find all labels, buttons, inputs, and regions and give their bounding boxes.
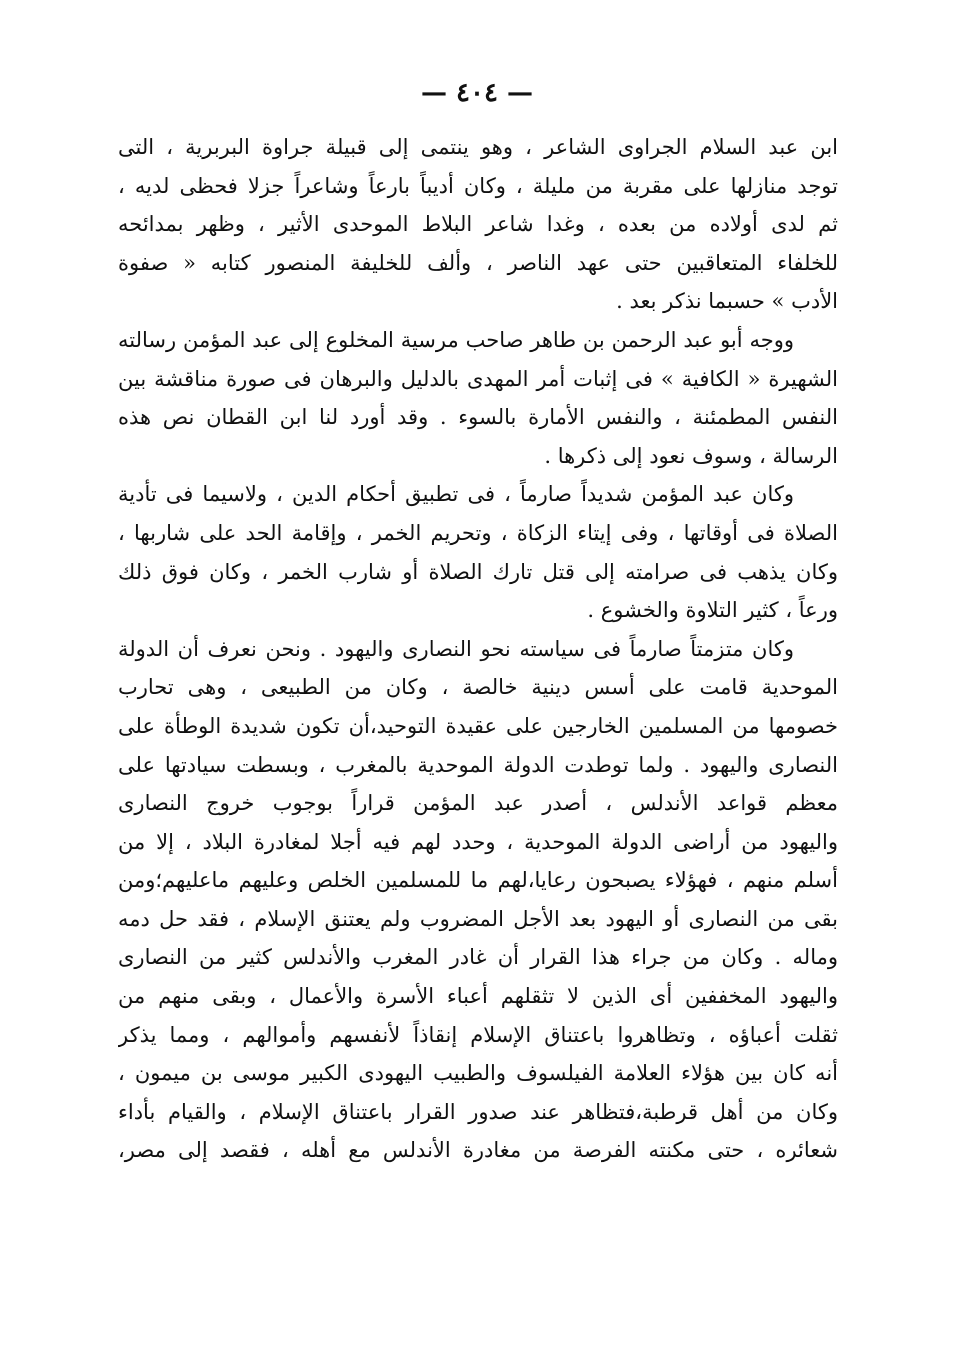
text-line: وماله . وكان من جراء هذا القرار أن غادر المغرب والأندلس كثير من النصارى [118,945,838,970]
text-line: الأدب » حسبما نذكر بعد . [616,289,838,314]
text-line: للخلفاء المتعاقبين حتى عهد الناصر ، وألف للخليفة المنصور كتابه « صفوة [118,250,838,275]
text-line: وكان من أهل قرطبة،فتظاهر عند صدور القرار باعتناق الإسلام ، والقيام بأداء [118,1099,838,1124]
text-line: واليهود المخففين أى الذين لا تثقلهم أعباء الأسرة والأعمال ، وبقى منهم من [118,984,838,1009]
page-number: — ٤٠٤ — [420,78,534,108]
paragraph-4 [118,630,838,1170]
text-line: الصلاة فى أوقاتها ، وفى إيتاء الزكاة ، وتحريم الخمر ، وإقامة الحد على شاربها ، [118,520,838,545]
text-line: وكان عبد المؤمن شديداً صارماً ، فى تطبيق أحكام الدين ، ولاسيما فى تأدية [118,482,794,507]
text-line: ابن عبد السلام الجراوى الشاعر ، وهو ينتمى إلى قبيلة جراوة البربرية ، التى [118,135,838,159]
paragraph-2 [118,321,838,475]
text-line: ثقلت أعباؤه ، وتظاهروا باعتناق الإسلام إنقاذاً لأنفسهم وأموالهم ، ومما يذكر [118,1022,838,1047]
text-line: الموحدية قامت على أسس دينية خالصة ، وكان من الطبيعى ، وهى تحارب [118,675,838,700]
text-line: الشهيرة « الكافية » فى إثبات أمر المهدى بالدليل والبرهان فى صورة مناقشة بين [118,366,838,391]
text-line: توجد منازلها على مقربة من مليلة ، وكان أديباً بارعاً وشاعراً جزلا فحظى لديه ، [118,173,838,198]
text-line: الرسالة ، وسوف نعود إلى ذكرها . [544,443,838,468]
text-line: ووجه أبو عبد الرحمن بن طاهر صاحب مرسية المخلوع إلى عبد المؤمن رسالته [118,327,794,352]
body-text [118,128,838,1170]
paragraph-3 [118,475,838,629]
text-line: خصومها من المسلمين الخارجين على عقيدة التوحيد،أن تكون شديدة الوطأة على [118,713,838,738]
text-line: معظم قواعد الأندلس ، أصدر عبد المؤمن قراراً بوجوب خروج النصارى [118,791,838,816]
text-line: وكان يذهب فى صرامته إلى قتل تارك الصلاة أو شارب الخمر ، وكان فوق ذلك [118,559,838,584]
text-line: أسلم منهم ، فهؤلاء يصبحون رعايا،لهم ما للمسلمين الخلص وعليهم ماعليهم؛ومن [118,868,838,893]
text-line: النفس المطمئنة ، والنفس الأمارة بالسوء . وقد أورد لنا ابن القطان نص هذه [118,405,838,430]
text-line: أنه كان بين هؤلاء العلامة الفيلسوف والطبيب اليهودى الكبير موسى بن ميمون ، [118,1061,838,1086]
text-line: واليهود من أراضى الدولة الموحدية ، وحدد لهم فيه أجلا لمغادرة البلاد ، إلا من [118,829,838,854]
text-line: بقى من النصارى أو اليهود بعد الأجل المضروب ولم يعتنق الإسلام ، فقد حل دمه [118,906,838,931]
text-line: ثم لدى أولاده من بعده ، وغدا شاعر البلاط الموحدى الأثير ، وظهر بمدائحه [118,212,838,237]
text-line: وكان متزمتاً صارماً فى سياسته نحو النصارى واليهود . ونحن نعرف أن الدولة [118,636,794,661]
text-line: النصارى واليهود . ولما توطدت الدولة الموحدية بالمغرب ، وبسطت سيادتها على [118,752,838,777]
text-line: شعائره ، حتى مكنته الفرصة من مغادرة الأندلس مع أهله ، فقصد إلى مصر، [118,1138,838,1163]
paragraph-1 [118,128,838,321]
text-line: ورعاً ، كثير التلاوة والخشوع . [587,598,838,623]
